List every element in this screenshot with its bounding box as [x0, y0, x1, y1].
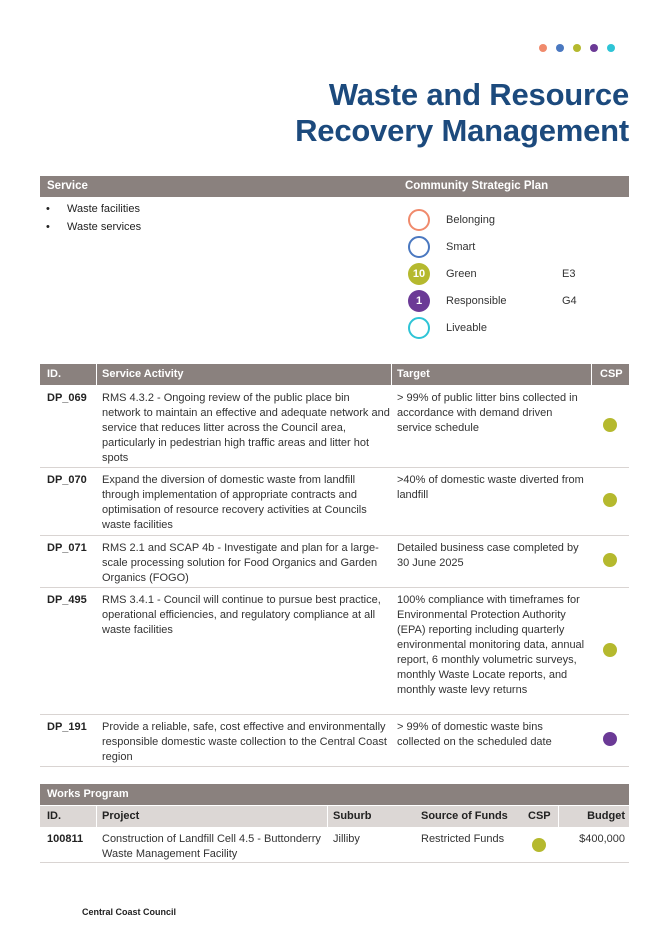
row-id: DP_070 — [47, 474, 87, 486]
csp-dot-icon — [603, 643, 617, 657]
row-activity: Provide a reliable, safe, cost effective and environmentally responsible domestic waste collection to the Central Coast region — [102, 721, 387, 763]
csp-circle-icon — [408, 236, 430, 258]
table-row — [40, 827, 629, 863]
table-row — [40, 536, 629, 588]
csp-row — [408, 209, 608, 236]
row-activity: Expand the diversion of domestic waste from landfill through implementation of appropriate contracts and optimisation of resource recovery activities at Councils waste facilities — [102, 474, 367, 531]
col-activity: Service Activity — [102, 368, 184, 380]
row-source: Restricted Funds — [421, 833, 505, 845]
row-activity: RMS 4.3.2 - Ongoing review of the public place bin network to maintain an effective and adequate network and service that reduces litter across the Council area, particularly in pedestrian high traffic areas and litter hot spots — [102, 392, 390, 464]
col-suburb: Suburb — [333, 810, 372, 822]
csp-code: E3 — [562, 268, 576, 280]
col-source: Source of Funds — [421, 810, 508, 822]
works-program-columns — [40, 806, 629, 827]
row-id: 100811 — [47, 833, 84, 845]
table-row — [40, 386, 629, 468]
decor-dot — [556, 44, 564, 52]
csp-dot-icon — [603, 493, 617, 507]
service-item: • Waste facilities — [44, 202, 141, 220]
csp-name: Responsible — [446, 295, 507, 307]
row-target: Detailed business case completed by 30 June 2025 — [397, 542, 579, 569]
csp-legend — [408, 209, 608, 344]
csp-name: Belonging — [446, 214, 495, 226]
decorative-dots — [539, 44, 615, 52]
csp-row — [408, 236, 608, 263]
csp-name: Green — [446, 268, 477, 280]
decor-dot — [539, 44, 547, 52]
row-id: DP_071 — [47, 542, 87, 554]
column-divider — [591, 364, 592, 385]
table-row — [40, 588, 629, 715]
csp-dot-icon — [603, 732, 617, 746]
activity-table-header — [40, 364, 629, 385]
row-target: 100% compliance with timeframes for Environmental Protection Authority (EPA) reporting including quarterly environmental monitoring data, annual report, 6 monthly volumetric surveys, monthly Waste Locate reports, and monthly waste levy returns — [397, 594, 585, 696]
service-list — [44, 202, 141, 238]
csp-dot-icon — [603, 553, 617, 567]
csp-header-label: Community Strategic Plan — [405, 180, 549, 192]
page-title-line2: Recovery Management — [295, 113, 629, 148]
works-program-header — [40, 784, 629, 805]
csp-name: Liveable — [446, 322, 487, 334]
col-csp: CSP — [528, 810, 551, 822]
col-target: Target — [397, 368, 430, 380]
csp-name: Smart — [446, 241, 476, 253]
decor-dot — [590, 44, 598, 52]
row-activity: RMS 3.4.1 - Council will continue to pursue best practice, operational efficiencies, and regulatory compliance at all waste facilities — [102, 594, 381, 636]
csp-dot-icon — [532, 838, 546, 852]
table-row — [40, 468, 629, 536]
csp-circle-icon: 10 — [408, 263, 430, 285]
decor-dot — [607, 44, 615, 52]
csp-row — [408, 263, 608, 290]
page-title — [295, 77, 629, 149]
row-project: Construction of Landfill Cell 4.5 - Buttonderry Waste Management Facility — [102, 833, 321, 860]
col-csp: CSP — [600, 368, 623, 380]
col-budget: Budget — [587, 810, 625, 822]
service-header-label: Service — [47, 180, 88, 192]
row-budget: $400,000 — [579, 833, 625, 845]
row-activity: RMS 2.1 and SCAP 4b - Investigate and plan for a large-scale processing solution for Food Organics and Garden Organics (FOGO) — [102, 542, 379, 584]
row-target: >40% of domestic waste diverted from landfill — [397, 474, 584, 501]
column-divider — [96, 364, 97, 385]
row-suburb: Jilliby — [333, 833, 360, 845]
service-header — [40, 176, 629, 197]
csp-circle-icon: 1 — [408, 290, 430, 312]
csp-circle-icon — [408, 209, 430, 231]
column-divider — [96, 806, 97, 827]
footer-org: Central Coast Council — [82, 907, 177, 917]
col-id: ID. — [47, 810, 62, 822]
table-row — [40, 715, 629, 767]
column-divider — [558, 806, 559, 827]
row-id: DP_191 — [47, 721, 87, 733]
row-target: > 99% of public litter bins collected in accordance with demand driven service schedule — [397, 392, 578, 434]
column-divider — [391, 364, 392, 385]
row-target: > 99% of domestic waste bins collected on the scheduled date — [397, 721, 552, 748]
page-title-line1: Waste and Resource — [328, 77, 629, 112]
csp-circle-icon — [408, 317, 430, 339]
col-id: ID. — [47, 368, 62, 380]
column-divider — [327, 806, 328, 827]
csp-row — [408, 290, 608, 317]
csp-dot-icon — [603, 418, 617, 432]
row-id: DP_495 — [47, 594, 87, 606]
csp-code: G4 — [562, 295, 577, 307]
decor-dot — [573, 44, 581, 52]
col-project: Project — [102, 810, 140, 822]
works-program-title: Works Program — [47, 788, 129, 800]
csp-row — [408, 317, 608, 344]
row-id: DP_069 — [47, 392, 87, 404]
service-item: • Waste services — [44, 220, 141, 238]
